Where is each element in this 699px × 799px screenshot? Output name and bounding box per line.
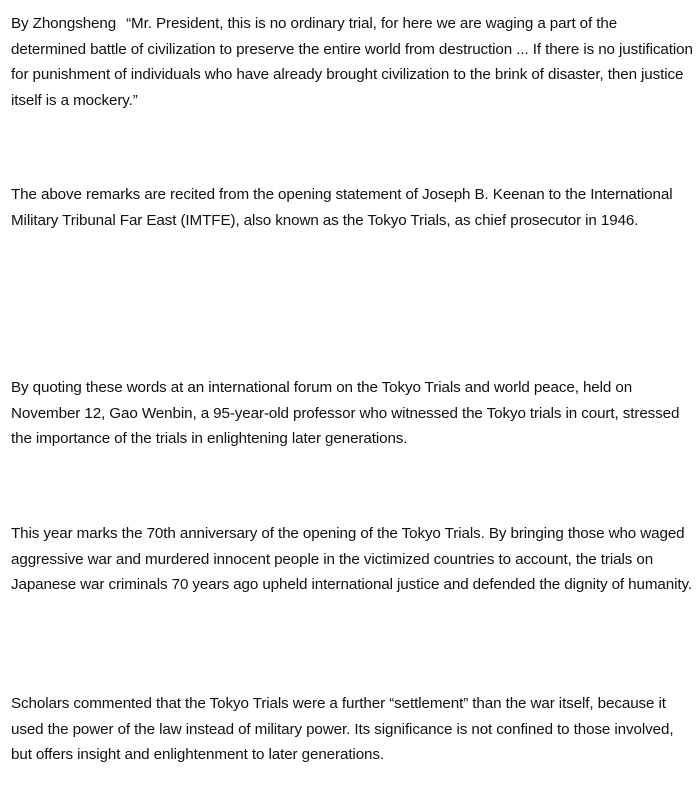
opening-quote-text: “Mr. President, this is no ordinary trial, for here we are waging a part of the determined battle of civilization to preserve the entire world from destruction ... If there is no justification for punishment of individuals who have already brought civilization to the brink of disaster, then justice itself is a mockery.” (11, 15, 693, 109)
byline: By Zhongsheng (11, 15, 117, 32)
article-paragraph: The above remarks are recited from the opening statement of Joseph B. Keenan to the International Military Tribunal Far East (IMTFE), also known as the Tokyo Trials, as chief prosecutor in 1946. (11, 186, 673, 229)
article-paragraph: Scholars commented that the Tokyo Trials were a further “settlement” than the war itself, because it used the power of the law instead of military power. Its significance is not confined to those involved, but offers insight and enlightenment to later generations. (11, 695, 674, 763)
article-paragraph: By quoting these words at an international forum on the Tokyo Trials and world peace, held on November 12, Gao Wenbin, a 95-year-old professor who witnessed the Tokyo trials in court, stressed the importance of the trials in enlightening later generations. (11, 379, 680, 447)
article-paragraph: This year marks the 70th anniversary of the opening of the Tokyo Trials. By bringing those who waged aggressive war and murdered innocent people in the victimized countries to account, the trials on Japanese war criminals 70 years ago upheld international justice and defended the dignity of humanity. (11, 525, 692, 593)
article-paragraph-quote (11, 11, 695, 113)
